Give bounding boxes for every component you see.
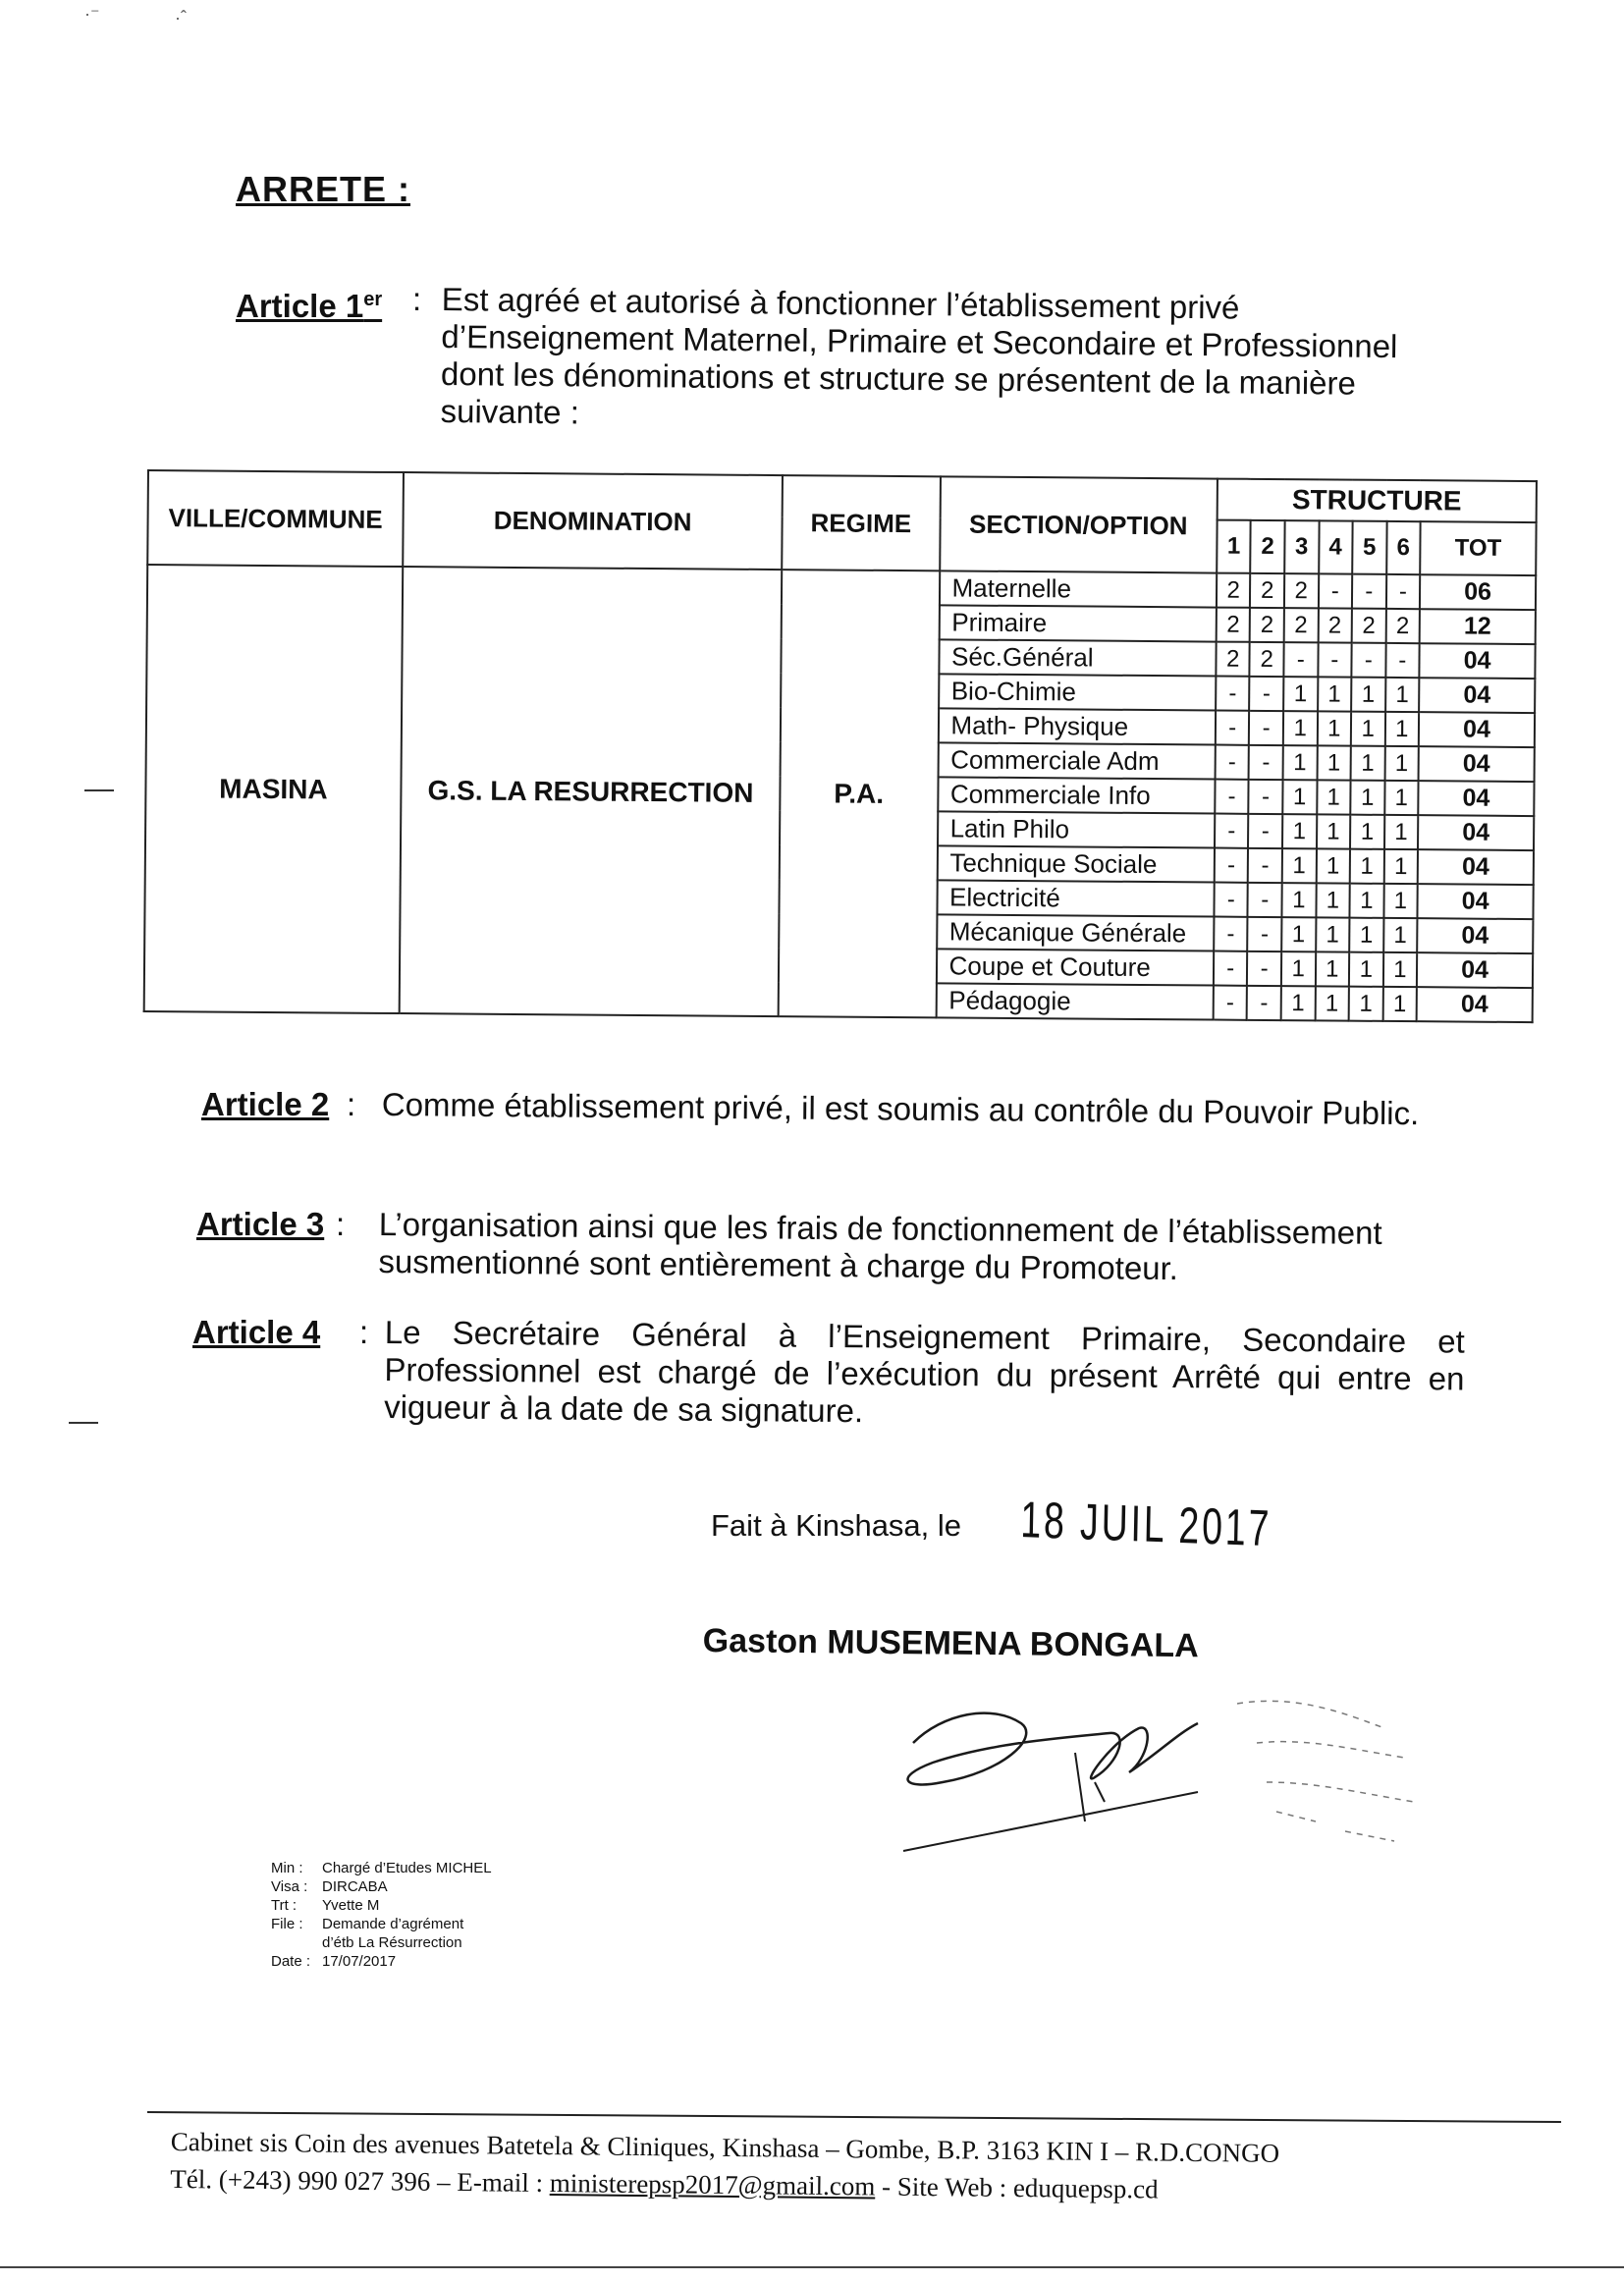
cell-level: 1 <box>1316 883 1350 917</box>
cell-level: 1 <box>1350 849 1384 884</box>
cell-level: 1 <box>1317 711 1351 745</box>
cell-section: Latin Philo <box>938 811 1216 847</box>
cell-level: - <box>1214 883 1248 917</box>
ref-value: 17/07/2017 <box>322 1953 397 1970</box>
cell-level: - <box>1248 814 1282 848</box>
header-level: 1 <box>1217 520 1251 573</box>
margin-mark <box>84 789 114 791</box>
cell-tot: 04 <box>1419 712 1535 747</box>
article-2-text: Comme établissement privé, il est soumis au contrôle du Pouvoir Public. <box>381 1086 1420 1132</box>
cell-level: 1 <box>1349 952 1383 987</box>
header-ville: VILLE/COMMUNE <box>147 470 404 567</box>
cell-level: 1 <box>1281 951 1316 986</box>
cell-tot: 04 <box>1417 952 1533 988</box>
cell-level: - <box>1318 642 1352 677</box>
cell-level: 2 <box>1250 573 1284 608</box>
cell-level: 2 <box>1250 642 1284 677</box>
cell-level: 1 <box>1349 987 1383 1021</box>
ref-key: Date : <box>271 1953 311 1970</box>
article-4-label: Article 4 <box>192 1314 321 1350</box>
cell-level: 2 <box>1216 642 1250 677</box>
article-3-text: L’organisation ainsi que les frais de fonctionnement de l’établissement susmentionné sont entièrement à charge du Promoteur. <box>378 1206 1382 1287</box>
cell-level: - <box>1247 986 1281 1020</box>
header-denomination: DENOMINATION <box>403 472 783 570</box>
scan-mark: ·ˆ <box>175 8 187 27</box>
cell-level: - <box>1249 745 1283 780</box>
footer-address: Cabinet sis Coin des avenues Batetela & Cliniques, Kinshasa – Gombe, B.P. 3163 KIN I – R.D.CONGO <box>170 2126 1280 2168</box>
cell-level: - <box>1318 573 1352 608</box>
header-section: SECTION/OPTION <box>940 476 1218 572</box>
footer <box>170 2123 1279 2209</box>
cell-tot: 04 <box>1419 678 1535 713</box>
header-level: 2 <box>1251 520 1285 573</box>
cell-level: 1 <box>1281 883 1316 917</box>
cell-level: - <box>1248 917 1282 951</box>
cell-tot: 04 <box>1419 643 1535 679</box>
date-stamp: 18 JUIL 2017 <box>1019 1491 1272 1558</box>
cell-level: - <box>1352 574 1386 609</box>
cell-level: - <box>1215 745 1249 780</box>
cell-level: 2 <box>1352 609 1386 643</box>
ref-key: File : <box>271 1916 303 1932</box>
cell-regime: P.A. <box>779 570 940 1017</box>
header-level: 5 <box>1352 521 1386 574</box>
cell-level: 1 <box>1385 678 1420 712</box>
article-3-label: Article 3 <box>196 1206 325 1242</box>
signing-place: Fait à Kinshasa, le <box>711 1508 962 1543</box>
cell-tot: 06 <box>1420 574 1536 610</box>
structure-table <box>143 469 1538 1023</box>
cell-level: 1 <box>1383 918 1418 952</box>
article-4-text: Le Secrétaire Général à l’Enseignement Primaire, Secondaire et Professionnel est chargé de l’exécution du présent Arrêté qui entre en vigueur à la date de sa signature. <box>384 1314 1465 1430</box>
cell-level: 1 <box>1383 849 1418 884</box>
ref-row <box>271 1896 492 1915</box>
cell-level: 1 <box>1282 814 1317 848</box>
cell-level: 2 <box>1318 608 1352 642</box>
cell-level: 1 <box>1317 780 1351 814</box>
header-level: 3 <box>1284 520 1319 573</box>
cell-section: Maternelle <box>939 570 1217 607</box>
margin-mark <box>69 1422 98 1424</box>
cell-level: - <box>1250 677 1284 711</box>
cell-level: 1 <box>1349 918 1383 952</box>
cell-tot: 04 <box>1418 884 1534 919</box>
cell-level: - <box>1214 986 1248 1020</box>
cell-level: - <box>1249 711 1283 745</box>
cell-level: 1 <box>1350 815 1384 849</box>
cell-level: - <box>1248 883 1282 917</box>
cell-level: - <box>1385 643 1420 678</box>
cell-level: - <box>1351 643 1385 678</box>
structure-table-wrap <box>143 469 1538 1023</box>
cell-level: 1 <box>1384 746 1419 781</box>
cell-level: 1 <box>1282 780 1317 814</box>
cell-level: 2 <box>1217 608 1251 642</box>
cell-tot: 04 <box>1418 815 1534 850</box>
cell-level: 1 <box>1317 745 1351 780</box>
footer-tel: Tél. (+243) 990 027 396 – E-mail : <box>170 2163 544 2198</box>
cell-level: - <box>1249 780 1283 814</box>
cell-denomination: G.S. LA RESURRECTION <box>400 567 783 1016</box>
ref-value: Chargé d’Etudes MICHEL <box>322 1860 492 1876</box>
ref-key: Trt : <box>271 1897 298 1914</box>
cell-tot: 04 <box>1419 746 1535 782</box>
structure-table-body <box>144 565 1537 1022</box>
article-3-colon: : <box>336 1206 346 1242</box>
cell-level: 2 <box>1284 573 1319 608</box>
cell-level: 1 <box>1315 951 1349 986</box>
ref-value: DIRCABA <box>322 1878 388 1895</box>
cell-level: 2 <box>1250 608 1284 642</box>
cell-level: 1 <box>1283 745 1318 780</box>
article-1-text: Est agréé et autorisé à fonctionner l’établissement privé d’Enseignement Maternel, Primaire et Secondaire et Professionnel dont les dénominations et structure se présentent de la manière suivante : <box>440 281 1398 431</box>
cell-level: 1 <box>1350 781 1384 815</box>
cell-ville: MASINA <box>144 565 404 1013</box>
header-regime: REGIME <box>782 475 940 570</box>
reference-block <box>271 1859 492 1971</box>
ref-row <box>271 1952 492 1971</box>
cell-level: 1 <box>1382 952 1417 987</box>
footer-site: - Site Web : eduquepsp.cd <box>881 2171 1159 2204</box>
cell-level: 1 <box>1383 884 1418 918</box>
article-1-label <box>236 281 382 325</box>
bottom-divider <box>0 2266 1624 2268</box>
cell-level: 1 <box>1317 814 1351 848</box>
ref-value: d’étb La Résurrection <box>322 1934 462 1951</box>
cell-section: Primaire <box>939 605 1217 641</box>
header-structure: STRUCTURE <box>1218 479 1537 523</box>
cell-level: 1 <box>1384 781 1419 815</box>
handwritten-signature <box>884 1684 1434 1880</box>
cell-level: 1 <box>1283 711 1318 745</box>
header-level: 6 <box>1386 521 1421 574</box>
cell-level: - <box>1385 574 1420 609</box>
signer-name: Gaston MUSEMENA BONGALA <box>702 1622 1199 1665</box>
cell-level: - <box>1216 711 1250 745</box>
cell-level: - <box>1214 917 1248 951</box>
cell-level: 1 <box>1282 848 1317 883</box>
header-level: 4 <box>1319 520 1353 573</box>
article-4-colon: : <box>359 1314 369 1350</box>
cell-level: 2 <box>1385 609 1420 643</box>
cell-level: 1 <box>1316 917 1350 951</box>
cell-level: - <box>1283 642 1318 677</box>
cell-tot: 04 <box>1417 987 1533 1022</box>
cell-level: 1 <box>1384 712 1419 746</box>
cell-level: - <box>1247 951 1281 986</box>
cell-level: 1 <box>1351 746 1385 781</box>
ref-value: Yvette M <box>322 1897 380 1914</box>
cell-tot: 04 <box>1417 918 1533 953</box>
cell-level: 1 <box>1351 678 1385 712</box>
cell-section: Commerciale Adm <box>938 742 1216 779</box>
cell-level: 1 <box>1318 677 1352 711</box>
ref-value: Demande d’agrément <box>322 1916 464 1932</box>
cell-tot: 04 <box>1418 781 1534 816</box>
ref-row <box>271 1933 492 1952</box>
cell-level: 1 <box>1349 884 1383 918</box>
cell-level: 1 <box>1382 987 1417 1021</box>
cell-section: Pédagogie <box>936 983 1214 1019</box>
cell-section: Coupe et Couture <box>936 949 1214 985</box>
header-tot: TOT <box>1420 521 1536 575</box>
cell-section: Commerciale Info <box>938 777 1216 813</box>
article-1-colon: : <box>412 281 422 317</box>
cell-level: - <box>1216 677 1250 711</box>
cell-level: 1 <box>1316 848 1350 883</box>
decree-heading: ARRETE : <box>236 169 410 209</box>
cell-tot: 04 <box>1418 849 1534 885</box>
ref-row <box>271 1859 492 1877</box>
cell-tot: 12 <box>1420 609 1536 644</box>
cell-level: - <box>1215 848 1249 883</box>
cell-level: - <box>1214 951 1248 986</box>
article-1-label-text: Article 1 <box>236 288 364 324</box>
article-1-label-sup: er <box>363 289 383 310</box>
cell-section: Séc.Général <box>939 639 1217 676</box>
cell-section: Electricité <box>937 880 1215 916</box>
cell-level: 1 <box>1315 986 1349 1020</box>
ref-key: Min : <box>271 1860 303 1876</box>
ref-row <box>271 1915 492 1933</box>
cell-level: - <box>1215 780 1249 814</box>
cell-level: 1 <box>1283 677 1318 711</box>
scan-mark: ·⁻ <box>84 4 100 24</box>
cell-level: 1 <box>1281 917 1316 951</box>
ref-row <box>271 1877 492 1896</box>
cell-section: Mécanique Générale <box>937 914 1215 951</box>
cell-level: - <box>1215 814 1249 848</box>
cell-section: Math- Physique <box>938 708 1216 744</box>
cell-level: 2 <box>1284 608 1319 642</box>
cell-level: 1 <box>1384 815 1419 849</box>
cell-level: 1 <box>1351 712 1385 746</box>
article-2-colon: : <box>347 1086 356 1122</box>
cell-section: Bio-Chimie <box>939 674 1217 710</box>
cell-section: Technique Sociale <box>937 845 1215 882</box>
article-2-label: Article 2 <box>201 1086 330 1122</box>
cell-level: 2 <box>1217 573 1251 608</box>
cell-level: - <box>1248 848 1282 883</box>
ref-key: Visa : <box>271 1878 308 1895</box>
footer-divider <box>147 2111 1561 2123</box>
footer-email-link[interactable]: ministerepsp2017@gmail.com <box>549 2168 876 2201</box>
cell-level: 1 <box>1281 986 1316 1020</box>
